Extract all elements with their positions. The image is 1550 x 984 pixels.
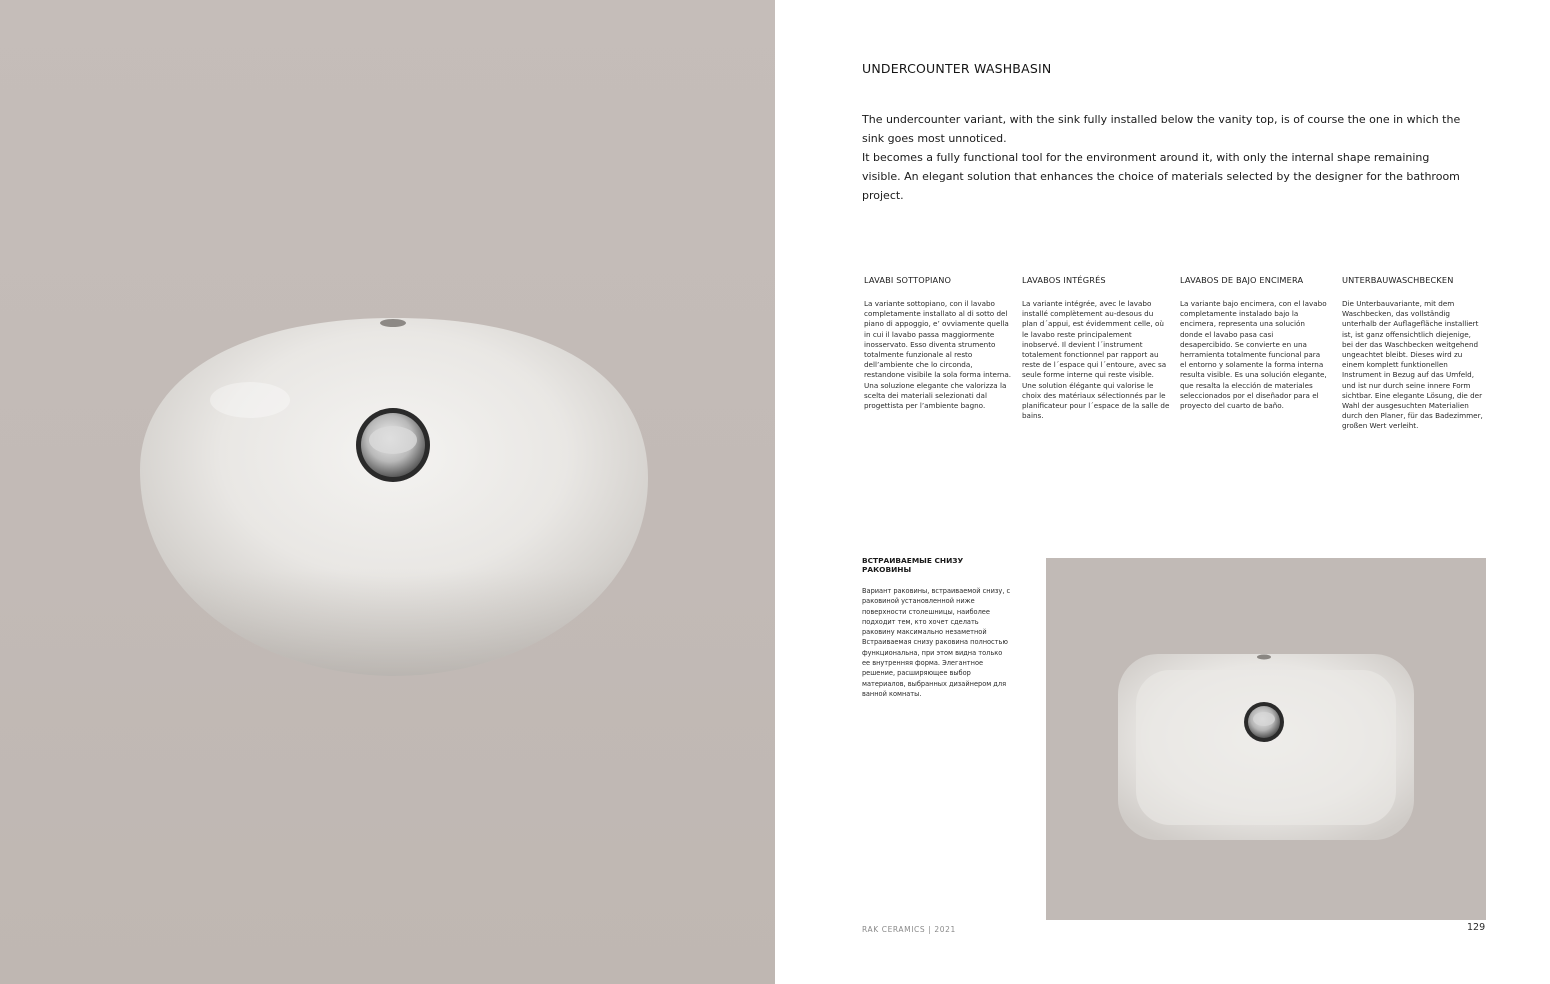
column-title: LAVABI SOTTOPIANO bbox=[864, 275, 952, 285]
column-german bbox=[1342, 275, 1484, 432]
column-title: LAVABOS INTÉGRÉS bbox=[1022, 275, 1106, 285]
column-text: La variante intégrée, avec le lavabo installé complètement au-desous du plan d´appui, est évidemment celle, où le lavabo reste principalement inobservé. Il devient l´instrument totalement fonctionnel par rapport au reste de l´espace qui l´entoure, avec sa seule forme interne qui reste visible. Une solution élégante qui valorise le choix des matériaux sélectionnés par le planificateur pour l´espace de la salle de bains. bbox=[1022, 299, 1170, 421]
rectangular-washbasin-photo bbox=[1046, 558, 1486, 920]
rect-basin-inner bbox=[1136, 670, 1396, 825]
column-italian bbox=[864, 275, 1012, 411]
page-title: UNDERCOUNTER WASHBASIN bbox=[862, 61, 1052, 76]
column-french bbox=[1022, 275, 1170, 421]
column-text: La variante sottopiano, con il lavabo completamente installato al di sotto del piano di appoggio, e’ ovviamente quella in cui il lavabo passa maggiormente inosservato. Esso diventa strumento totalmente funzionale al resto dell’ambiente che lo circonda, restandone visibile la sola forma interna. Una soluzione elegante che valorizza la scelta dei materiali selezionati dal progettista per l’ambiente bagno. bbox=[864, 299, 1012, 411]
oval-basin-highlight bbox=[210, 382, 290, 418]
page-number: 129 bbox=[1467, 922, 1486, 933]
column-title: UNTERBAUWASCHBECKEN bbox=[1342, 275, 1454, 285]
russian-title: ВСТРАИВАЕМЫЕ СНИЗУ РАКОВИНЫ bbox=[862, 556, 964, 574]
oval-tap-hole bbox=[380, 319, 406, 327]
rectangular-washbasin-illustration bbox=[1046, 558, 1486, 920]
column-russian bbox=[862, 556, 1012, 699]
column-text: Die Unterbauvariante, mit dem Waschbecken, das vollständig unterhalb der Auflagefläche installiert ist, ist ganz offensichtlich diejenige, bei der das Waschbecken weitgehend ungeachtet bleibt. Dieses wird zu einem komplett funktionellen Instrument in Bezug auf das Umfeld, und ist nur durch seine innere Form sichtbar. Eine elegante Lösung, die der Wahl der ausgesuchten Materialien durch den Planer, für das Badezimmer, großen Wert verleiht. bbox=[1342, 299, 1483, 431]
footer-brand: RAK CERAMICS | 2021 bbox=[862, 925, 956, 934]
intro-text bbox=[862, 110, 1462, 205]
column-text: La variante bajo encimera, con el lavabo completamente instalado bajo la encimera, representa una solución donde el lavabo pasa casi desapercibido. Se convierte en una herramienta totalmente funcional para el entorno y solamente la forma interna resulta visible. Es una solución elegante, que resalta la elección de materiales seleccionados por el diseñador para el proyecto del cuarto de baño. bbox=[1180, 299, 1327, 411]
oval-drain-reflection bbox=[369, 426, 417, 454]
column-title: LAVABOS DE BAJO ENCIMERA bbox=[1180, 275, 1304, 285]
russian-text: Вариант раковины, встраиваемой снизу, с раковиной установленной ниже поверхности столешницы, наиболее подходит тем, кто хочет сделать раковину максимально незаметной Встраиваемая снизу раковина полностью функциональна, при этом видна только ее внутренняя форма. Элегантное решение, расширяющее выбор материалов, выбранных дизайнером для ванной комнаты. bbox=[862, 587, 1011, 698]
intro-paragraph-2: It becomes a fully functional tool for the environment around it, with only the internal shape remaining visible. An elegant solution that enhances the choice of materials selected by the designer for the bathroom project. bbox=[862, 151, 1460, 202]
intro-paragraph-1: The undercounter variant, with the sink fully installed below the vanity top, is of course the one in which the sink goes most unnoticed. bbox=[862, 113, 1461, 145]
column-spanish bbox=[1180, 275, 1328, 411]
oval-basin-shadow bbox=[140, 318, 648, 676]
rect-tap-hole bbox=[1257, 655, 1271, 660]
rect-drain-reflection bbox=[1253, 712, 1275, 726]
